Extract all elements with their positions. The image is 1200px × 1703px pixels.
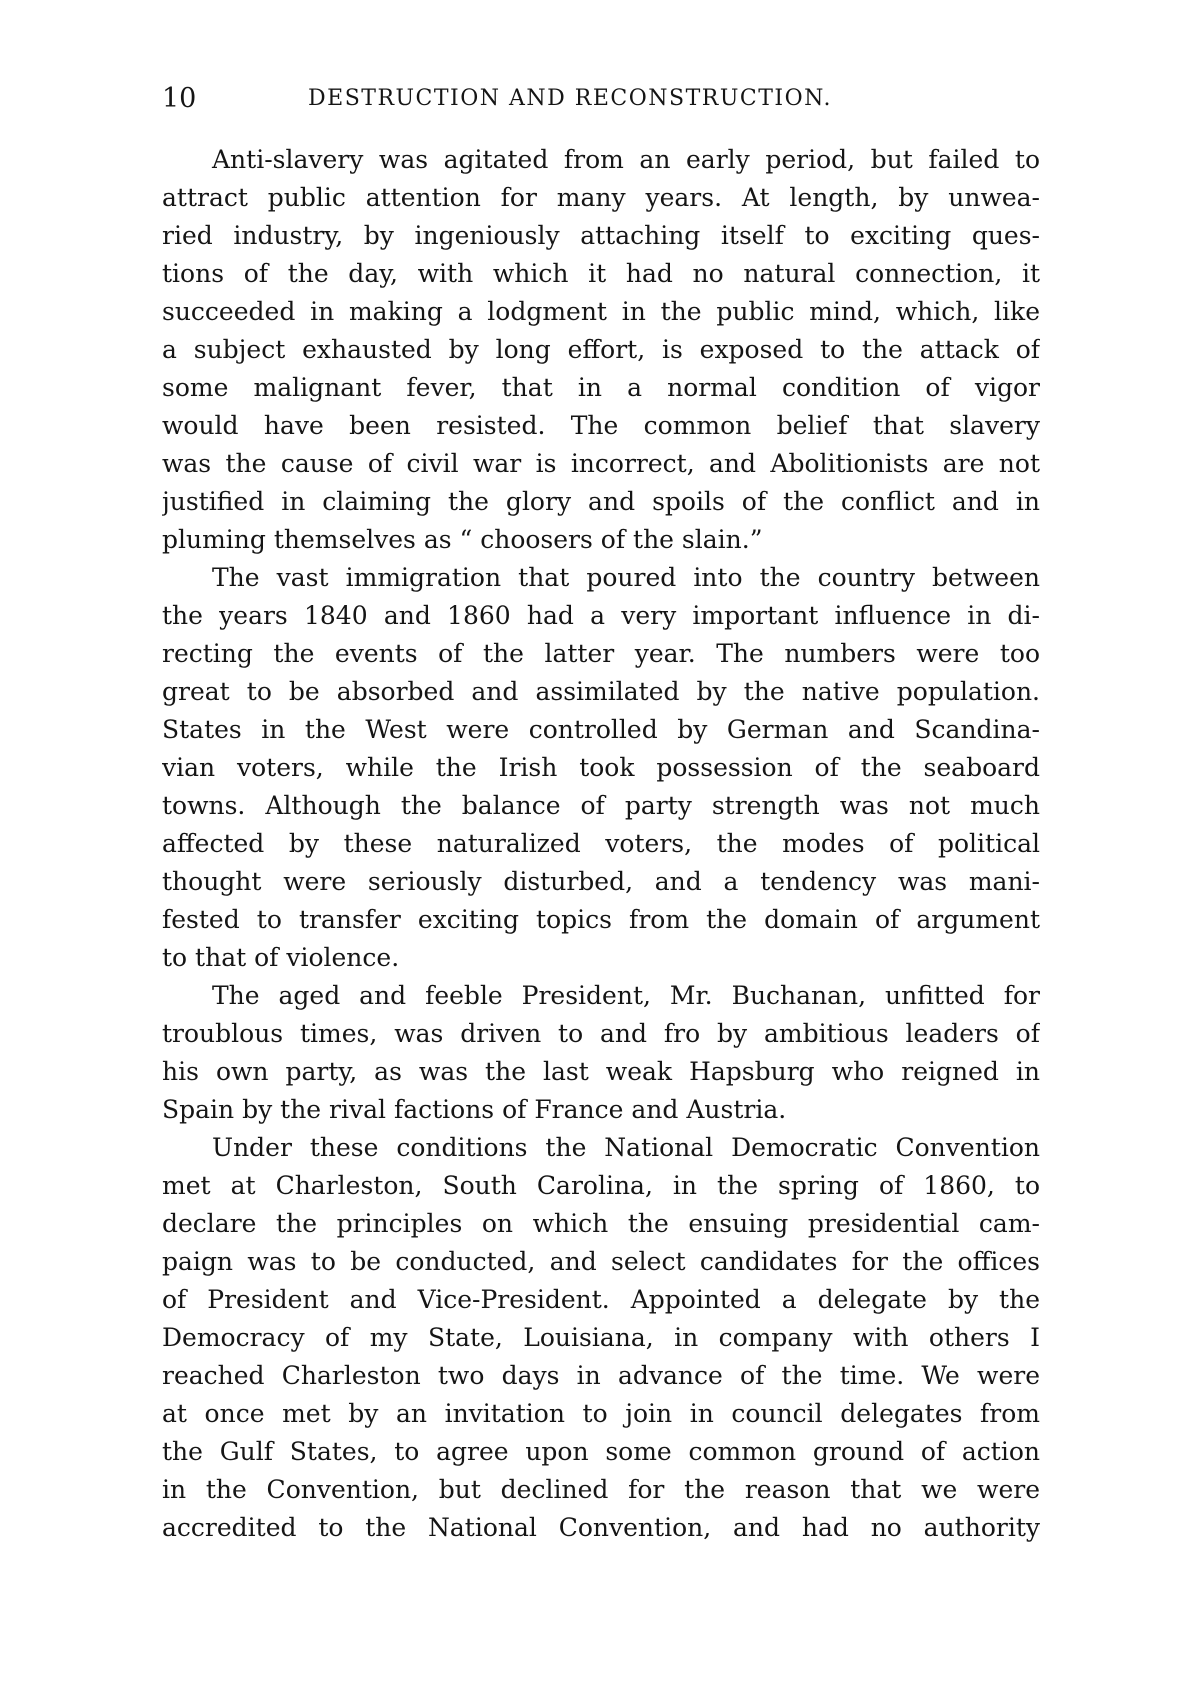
text-line: Democracy of my State, Louisiana, in company with others I [162, 1323, 1040, 1352]
text-line: his own party, as was the last weak Hapsburg who reigned in [162, 1057, 1040, 1086]
text-line: of President and Vice-President. Appointed a delegate by the [162, 1285, 1040, 1314]
text-line: reached Charleston two days in advance of the time. We were [162, 1361, 1040, 1390]
page-number: 10 [162, 83, 197, 114]
body-text [162, 141, 1040, 1547]
paragraph [162, 1129, 1040, 1547]
text-line: towns. Although the balance of party strength was not much [162, 791, 1040, 820]
text-line: met at Charleston, South Carolina, in the spring of 1860, to [162, 1171, 1040, 1200]
text-line: some malignant fever, that in a normal condition of vigor [162, 373, 1040, 402]
text-line: accredited to the National Convention, and had no authority [162, 1513, 1040, 1542]
text-line: would have been resisted. The common belief that slavery [162, 411, 1040, 440]
text-line: the Gulf States, to agree upon some common ground of action [162, 1437, 1040, 1466]
text-line: a subject exhausted by long effort, is exposed to the attack of [162, 335, 1040, 364]
text-line: The aged and feeble President, Mr. Buchanan, unfitted for [212, 981, 1040, 1010]
running-head [162, 82, 1040, 116]
text-line: Spain by the rival factions of France and Austria. [162, 1095, 787, 1124]
text-line: justified in claiming the glory and spoils of the conflict and in [162, 487, 1040, 516]
text-line: pluming themselves as “ choosers of the slain.” [162, 525, 763, 554]
text-line: affected by these naturalized voters, the modes of political [162, 829, 1040, 858]
text-line: ried industry, by ingeniously attaching itself to exciting ques- [162, 221, 1040, 250]
text-line: Anti-slavery was agitated from an early period, but failed to [212, 145, 1040, 174]
text-line: succeeded in making a lodgment in the public mind, which, like [162, 297, 1040, 326]
text-line: attract public attention for many years. At length, by unwea- [162, 183, 1040, 212]
text-line: great to be absorbed and assimilated by the native population. [162, 677, 1040, 706]
text-line: States in the West were controlled by German and Scandina- [162, 715, 1040, 744]
text-line: thought were seriously disturbed, and a tendency was mani- [162, 867, 1040, 896]
text-line: declare the principles on which the ensuing presidential cam- [162, 1209, 1040, 1238]
text-line: at once met by an invitation to join in council delegates from [162, 1399, 1040, 1428]
running-title: DESTRUCTION AND RECONSTRUCTION. [308, 86, 832, 111]
text-line: vian voters, while the Irish took possession of the seaboard [162, 753, 1040, 782]
text-line: troublous times, was driven to and fro by ambitious leaders of [162, 1019, 1040, 1048]
text-line: tions of the day, with which it had no natural connection, it [162, 259, 1040, 288]
text-line: in the Convention, but declined for the reason that we were [162, 1475, 1040, 1504]
paragraph [162, 559, 1040, 977]
text-line: to that of violence. [162, 943, 400, 972]
text-line: The vast immigration that poured into the country between [212, 563, 1040, 592]
text-line: the years 1840 and 1860 had a very important influence in di- [162, 601, 1040, 630]
text-line: recting the events of the latter year. The numbers were too [162, 639, 1040, 668]
text-line: was the cause of civil war is incorrect, and Abolitionists are not [162, 449, 1040, 478]
text-line: paign was to be conducted, and select candidates for the offices [162, 1247, 1040, 1276]
paragraph [162, 141, 1040, 559]
paragraph [162, 977, 1040, 1129]
text-line: Under these conditions the National Democratic Convention [212, 1133, 1040, 1162]
text-line: fested to transfer exciting topics from the domain of argument [162, 905, 1040, 934]
